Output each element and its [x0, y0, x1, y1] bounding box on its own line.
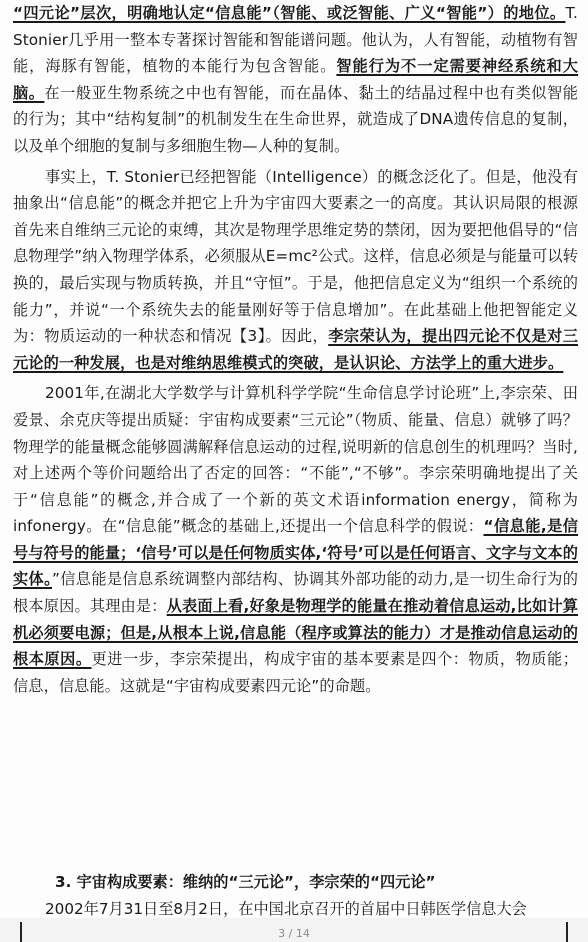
p1-bold-underlined-lead: “四元论”层次，明确地认定“信息能”（智能、或泛智能、广义“智能”）的地位。	[13, 4, 566, 22]
paragraph-2	[13, 164, 578, 377]
section-heading: 3. 宇宙构成要素：维纳的“三元论”，李宗荣的“四元论”	[55, 873, 436, 891]
paragraph-1	[13, 0, 578, 160]
p1-text: T. Stonier几乎用一整本专著探讨智能和智能谱问题。他认为，人有智能，动植物有智能，海豚有智能，植物的本能行为包含智能。	[13, 4, 578, 76]
body-text	[13, 0, 578, 699]
page-number: 3 / 14	[278, 927, 310, 940]
p3-bold-underlined-reason: 从表面上看,好象是物理学的能量在推动着信息运动,比如计算机必须要电源；但是,从根本上说,信息能（程序或算法的能力）才是推动信息运动的根本原因。	[13, 597, 579, 669]
paragraph-3	[13, 380, 578, 699]
p3-text-end: 更进一步，李宗荣提出，构成宇宙的基本要素是四个：物质，物质能；信息，信息能。这就是“宇宙构成要素四元论”的命题。	[13, 650, 578, 695]
paragraph-4-first-line: 2002年7月31日至8月2日，在中国北京召开的首届中日韩医学信息大会	[45, 900, 527, 918]
p2-bold-underlined-conclusion: 李宗荣认为，提出四元论不仅是对三元论的一种发展，也是对维纳思维模式的突破，是认识论、方法学上的重大进步。	[13, 327, 578, 372]
p2-text: 事实上，T. Stonier已经把智能（Intelligence）的概念泛化了。但是，他没有抽象出“信息能”的概念并把它上升为宇宙四大要素之一的高度。其认识局限的根源首先来自维纳三元论的束缚，其次是物理学思维定势的禁闭，因为要把他倡导的“信息物理学”纳入物理学体系，必须服从E=mc²公式。这样，信息必须是与能量可以转换的，最后实现与物质转换，并且“守恒”。于是，他把信息定义为“组织一个系统的能力”，并说“一个系统失去的能量刚好等于信息增加”。在此基础上他把智能定义为：物质运动的一种状态和情况【3】。因此，	[13, 167, 578, 346]
p1-bold-underlined-claim: 智能行为不一定需要神经系统和大脑。	[13, 57, 579, 102]
p1-text-continued: 在一般亚生物系统之中也有智能，而在晶体、黏土的结晶过程中也有类似智能的行为；其中“结构复制”的机制发生在生命世界，就造成了DNA遗传信息的复制，以及单个细胞的复制与多细胞生物—人种的复制。	[13, 83, 579, 155]
p3-text-continued: ”信息能是信息系统调整内部结构、协调其外部功能的动力,是一切生命行为的根本原因。其理由是：	[13, 570, 579, 616]
p3-bold-underlined-hypothesis: “信息能,是信号与符号的能量；‘信号’可以是任何物质实体,‘符号’可以是任何语言、文字与文本的实体。	[13, 517, 578, 589]
p3-text: 2001年,在湖北大学数学与计算机科学学院“生命信息学讨论班”上,李宗荣、田爱景、余克庆等提出质疑：宇宙构成要素“三元论”（物质、能量、信息）就够了吗？物理学的能量概念能够圆满解释信息运动的过程,说明新的信息创生的机理吗？当时,对上述两个等价问题给出了否定的回答：“不能”,“不够”。李宗荣明确地提出了关于“信息能”的概念,并合成了一个新的英文术语information energy，简称为infonergy。在“信息能”概念的基础上,还提出一个信息科学的假说：	[13, 384, 578, 536]
